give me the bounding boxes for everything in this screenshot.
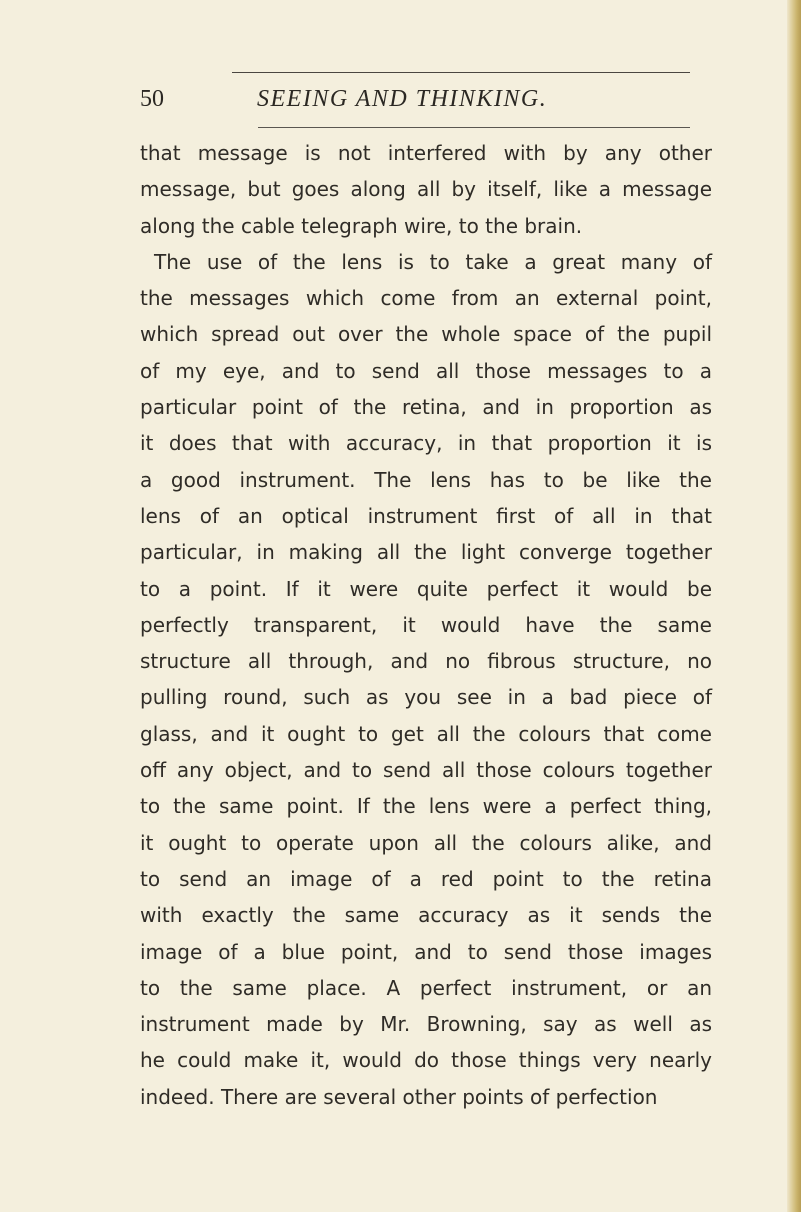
text-line: to send an image of a red point to the retina <box>140 866 712 891</box>
text-line: to the same place. A perfect instrument, or an <box>140 975 712 1000</box>
text-line: of my eye, and to send all those messages to a <box>140 358 712 383</box>
text-line: that message is not interfered with by any other <box>140 141 712 165</box>
text-line: instrument made by Mr. Browning, say as well as <box>140 1012 712 1037</box>
text-line: along the cable telegraph wire, to the brain. <box>140 213 583 238</box>
body-text <box>140 135 712 1115</box>
page-number: 50 <box>140 86 164 112</box>
text-line: indeed. There are several other points of perfection <box>140 1084 658 1109</box>
text-line: image of a blue point, and to send those images <box>140 939 712 964</box>
text-line: which spread out over the whole space of the pupil <box>140 322 712 347</box>
text-line: lens of an optical instrument first of all in that <box>140 503 712 528</box>
text-line: pulling round, such as you see in a bad piece of <box>140 685 712 710</box>
header-rule-bottom <box>258 127 690 128</box>
text-line: message, but goes along all by itself, like a message <box>140 177 712 202</box>
text-line: structure all through, and no fibrous structure, no <box>140 649 712 674</box>
header-rule-top <box>232 72 690 73</box>
text-line: particular, in making all the light converge together <box>140 540 712 565</box>
text-line: the messages which come from an external point, <box>140 286 712 311</box>
text-line: off any object, and to send all those colours together <box>140 758 712 783</box>
text-line: it ought to operate upon all the colours alike, and <box>140 830 712 855</box>
text-line: to the same point. If the lens were a perfect thing, <box>140 794 712 819</box>
text-line: glass, and it ought to get all the colours that come <box>140 721 712 746</box>
running-title: SEEING AND THINKING. <box>257 86 548 112</box>
text-line: perfectly transparent, it would have the same <box>140 612 712 637</box>
text-line: it does that with accuracy, in that proportion it is <box>140 431 712 456</box>
text-line: particular point of the retina, and in proportion as <box>140 395 712 420</box>
text-line: The use of the lens is to take a great many of <box>154 249 712 274</box>
text-line: to a point. If it were quite perfect it would be <box>140 576 712 601</box>
text-line: with exactly the same accuracy as it sends the <box>140 903 712 928</box>
text-line: he could make it, would do those things very nearly <box>140 1048 712 1073</box>
page-edge-shadow <box>787 0 801 1212</box>
text-line: a good instrument. The lens has to be like the <box>140 467 712 492</box>
